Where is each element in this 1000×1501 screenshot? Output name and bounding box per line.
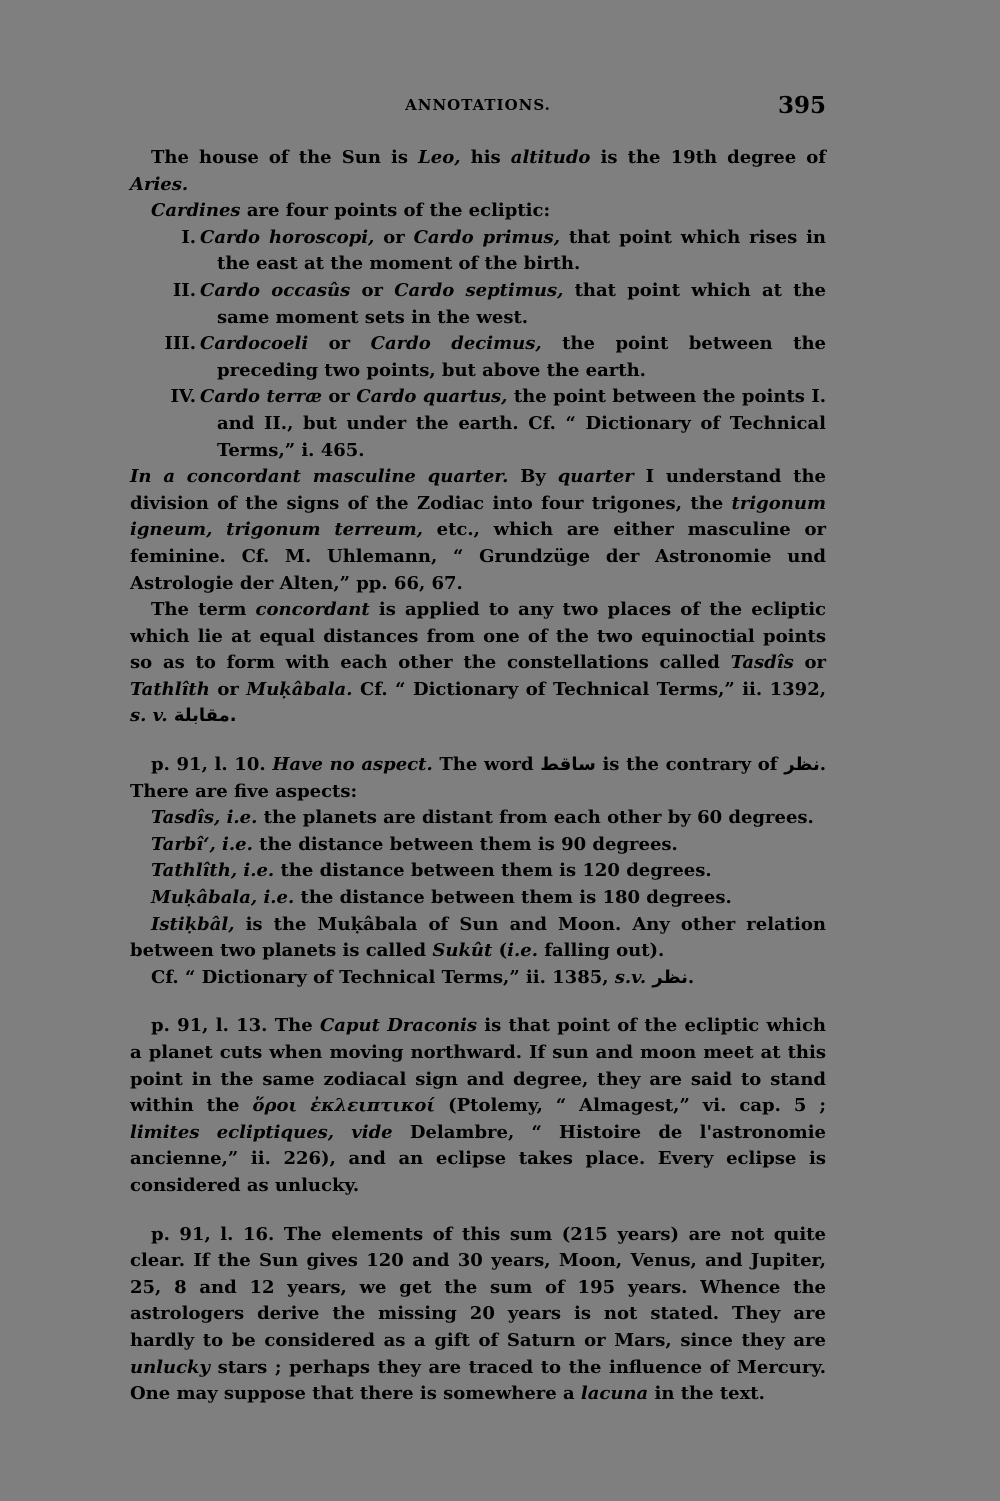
note-have-no-aspect: p. 91, l. 10. Have no aspect. The word ساقط is the contrary of نظر. There are five aspects: <box>130 754 826 802</box>
page-number: 395 <box>777 92 826 119</box>
aspect-tasdis: Tasdîs, i.e. the planets are distant from each other by 60 degrees. <box>151 807 814 829</box>
aspect-tathlith: Tathlîth, i.e. the distance between them is 120 degrees. <box>151 860 712 882</box>
note-215-years: p. 91, l. 16. The elements of this sum (215 years) are not quite clear. If the Sun gives 120 and 30 years, Moon, Venus, and Jupiter, 25, 8 and 12 years, we get the sum of 195 years. Whence the astrologers derive the missing 20 years is not stated. They are hardly to be considered as a gift of Saturn or Mars, since they are unlucky stars ; perhaps they are traced to the influence of Mercury. One may suppose that there is somewhere a lacuna in the text. <box>130 1223 826 1405</box>
aspect-mukabala: Muḳâbala, i.e. the distance between them is 180 degrees. <box>151 887 732 909</box>
paragraph-house-of-sun: The house of the Sun is Leo, his altitudo is the 19th degree of Aries. <box>130 147 827 195</box>
list-item-cardo-3: III. Cardocoeli or Cardo decimus, the point between the preceding two points, but above the earth. <box>164 333 826 381</box>
page-body <box>130 145 826 1408</box>
aspect-istikbal: Istiḳbâl, is the Muḳâbala of Sun and Moon. Any other relation between two planets is called Sukût (i.e. falling out). <box>130 913 826 962</box>
page-header <box>130 92 826 122</box>
paragraph-term-concordant: The term concordant is applied to any two places of the ecliptic which lie at equal distances from one of the two equinoctial points so as to form with each other the constellations called Tasdîs or Tathlîth or Muḳâbala. Cf. “ Dictionary of Technical Terms,” ii. 1392, s. v. مقابلة. <box>130 599 826 727</box>
running-head: ANNOTATIONS. <box>405 96 551 114</box>
aspect-reference: Cf. “ Dictionary of Technical Terms,” ii. 1385, s.v. نظر. <box>151 966 695 988</box>
paragraph-concordant-quarter: In a concordant masculine quarter. By quarter I understand the division of the signs of the Zodiac into four trigones, the trigonum igneum, trigonum terreum, etc., which are either masculine or feminine. Cf. M. Uhlemann, “ Grundzüge der Astronomie und Astrologie der Alten,” pp. 66, 67. <box>130 466 826 594</box>
paragraph-cardines: Cardines are four points of the ecliptic: <box>151 200 551 222</box>
aspect-tarbi: Tarbî‘, i.e. the distance between them is 90 degrees. <box>151 833 678 855</box>
list-item-cardo-1: I. Cardo horoscopi, or Cardo primus, that point which rises in the east at the moment of the birth. <box>181 226 826 275</box>
note-caput-draconis: p. 91, l. 13. The Caput Draconis is that point of the ecliptic which a planet cuts when moving northward. If sun and moon meet at this point in the same zodiacal sign and degree, they are said to stand within the ὅροι ἐκλειπτικοί (Ptolemy, “ Almagest,” vi. cap. 5 ; limites ecliptiques, vide Delambre, “ Histoire de l'astronomie ancienne,” ii. 226), and an eclipse takes place. Every eclipse is considered as unlucky. <box>130 1015 827 1196</box>
list-item-cardo-2: II. Cardo occasûs or Cardo septimus, that point which at the same moment sets in the west. <box>172 279 827 328</box>
list-item-cardo-4: IV. Cardo terræ or Cardo quartus, the point between the points I. and II., but under the earth. Cf. “ Dictionary of Technical Terms,” i. 465. <box>170 386 826 461</box>
